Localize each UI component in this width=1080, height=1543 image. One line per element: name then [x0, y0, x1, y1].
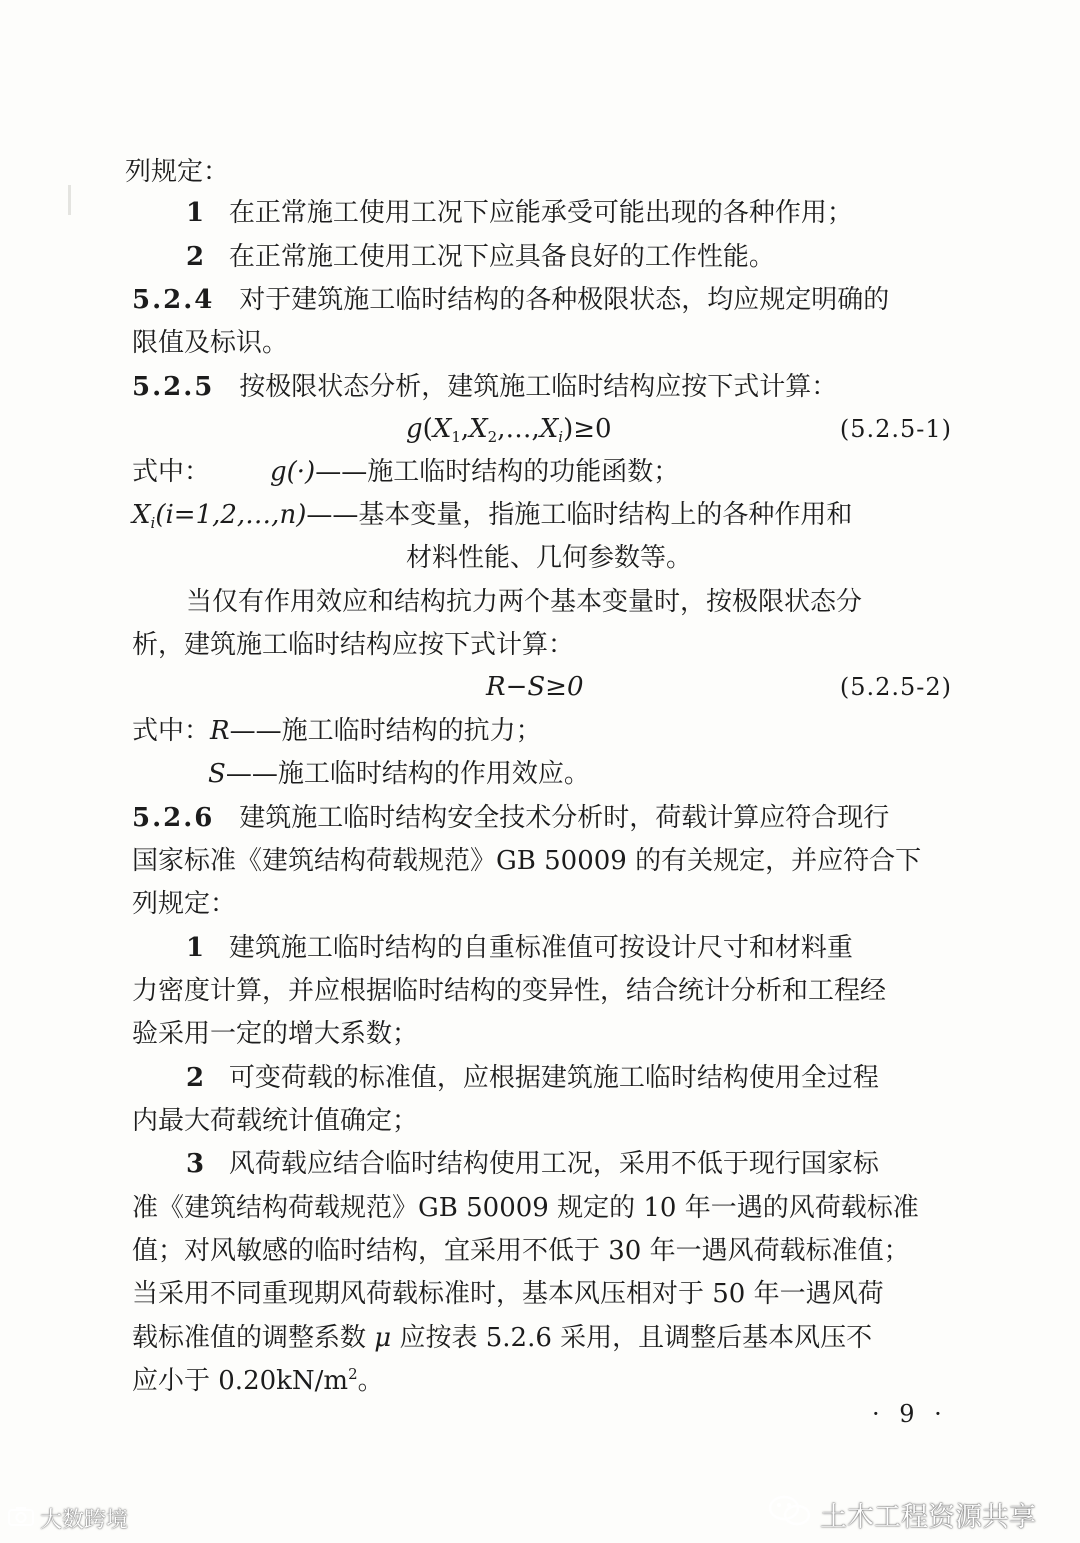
list-item-1: 1 建筑施工临时结构的自重标准值可按设计尺寸和材料重 [186, 933, 853, 963]
text-line: 限值及标识。 [132, 328, 289, 358]
text-line: 验采用一定的增大系数； [132, 1019, 419, 1049]
list-item-2: 2 可变荷载的标准值，应根据建筑施工临时结构使用全过程 [186, 1063, 879, 1093]
wechat-icon [768, 1494, 812, 1535]
text-line: 列规定： [132, 889, 237, 919]
where-def-2: $X_i(i=1,2,\dots,n)——$基本变量，指施工临时结构上的各种作用和 [132, 500, 853, 532]
section-5-2-6: 5.2.6 建筑施工临时结构安全技术分析时，荷载计算应符合现行 [132, 803, 890, 833]
text-line: 力密度计算，并应根据临时结构的变异性，结合统计分析和工程经 [132, 976, 887, 1006]
watermark-left: 大数跨境 [8, 1503, 128, 1534]
text-line: 材料性能、几何参数等。 [406, 543, 693, 573]
text-line: 应小于 $0.20kN/m^2$。 [132, 1365, 384, 1396]
list-item-2: 2 在正常施工使用工况下应具备良好的工作性能。 [186, 242, 775, 272]
scan-mark [68, 185, 71, 215]
text-line: 国家标准《建筑结构荷载规范》GB 50009 的有关规定，并应符合下 [132, 846, 922, 876]
text-line: 内最大荷载统计值确定； [132, 1106, 419, 1136]
text-line: 准《建筑结构荷载规范》GB 50009 规定的 10 年一遇的风荷载标准 [132, 1193, 919, 1223]
text-line: 值；对风敏感的临时结构，宜采用不低于 30 年一遇风荷载标准值； [132, 1236, 910, 1266]
watermark-right: 土木工程资源共享 [768, 1494, 1036, 1535]
where-def-1: g(·)——施工临时结构的功能函数； [270, 457, 680, 487]
text-line: 当采用不同重现期风荷载标准时，基本风压相对于 50 年一遇风荷 [132, 1279, 884, 1309]
where-line-1: 式中： [132, 457, 211, 487]
section-5-2-5: 5.2.5 按极限状态分析，建筑施工临时结构应按下式计算： [132, 372, 838, 402]
where-def-3: 式中：R——施工临时结构的抗力； [132, 716, 542, 746]
list-item-1: 1 在正常施工使用工况下应能承受可能出现的各种作用； [186, 198, 853, 228]
text-line: 析，建筑施工临时结构应按下式计算： [132, 630, 575, 660]
equation-number: (5.2.5-2) [839, 673, 952, 701]
section-5-2-4: 5.2.4 对于建筑施工临时结构的各种极限状态，均应规定明确的 [132, 285, 890, 315]
list-item-3: 3 风荷载应结合临时结构使用工况，采用不低于现行国家标 [186, 1149, 879, 1179]
where-def-4: S——施工临时结构的作用效应。 [208, 759, 590, 789]
text-line: 载标准值的调整系数 μ 应按表 5.2.6 采用，且调整后基本风压不 [132, 1323, 873, 1353]
page-number: · 9 · [872, 1400, 948, 1428]
equation-5-2-5-2: R−S≥0 [486, 672, 584, 702]
camera-icon [8, 1506, 34, 1532]
equation-number: (5.2.5-1) [839, 415, 952, 443]
equation-5-2-5-1: $g(X_1,X_2,\dots,X_i)\ge 0$ [406, 414, 612, 446]
paragraph: 当仅有作用效应和结构抗力两个基本变量时，按极限状态分 [186, 587, 863, 617]
text-line: 列规定： [125, 157, 230, 187]
